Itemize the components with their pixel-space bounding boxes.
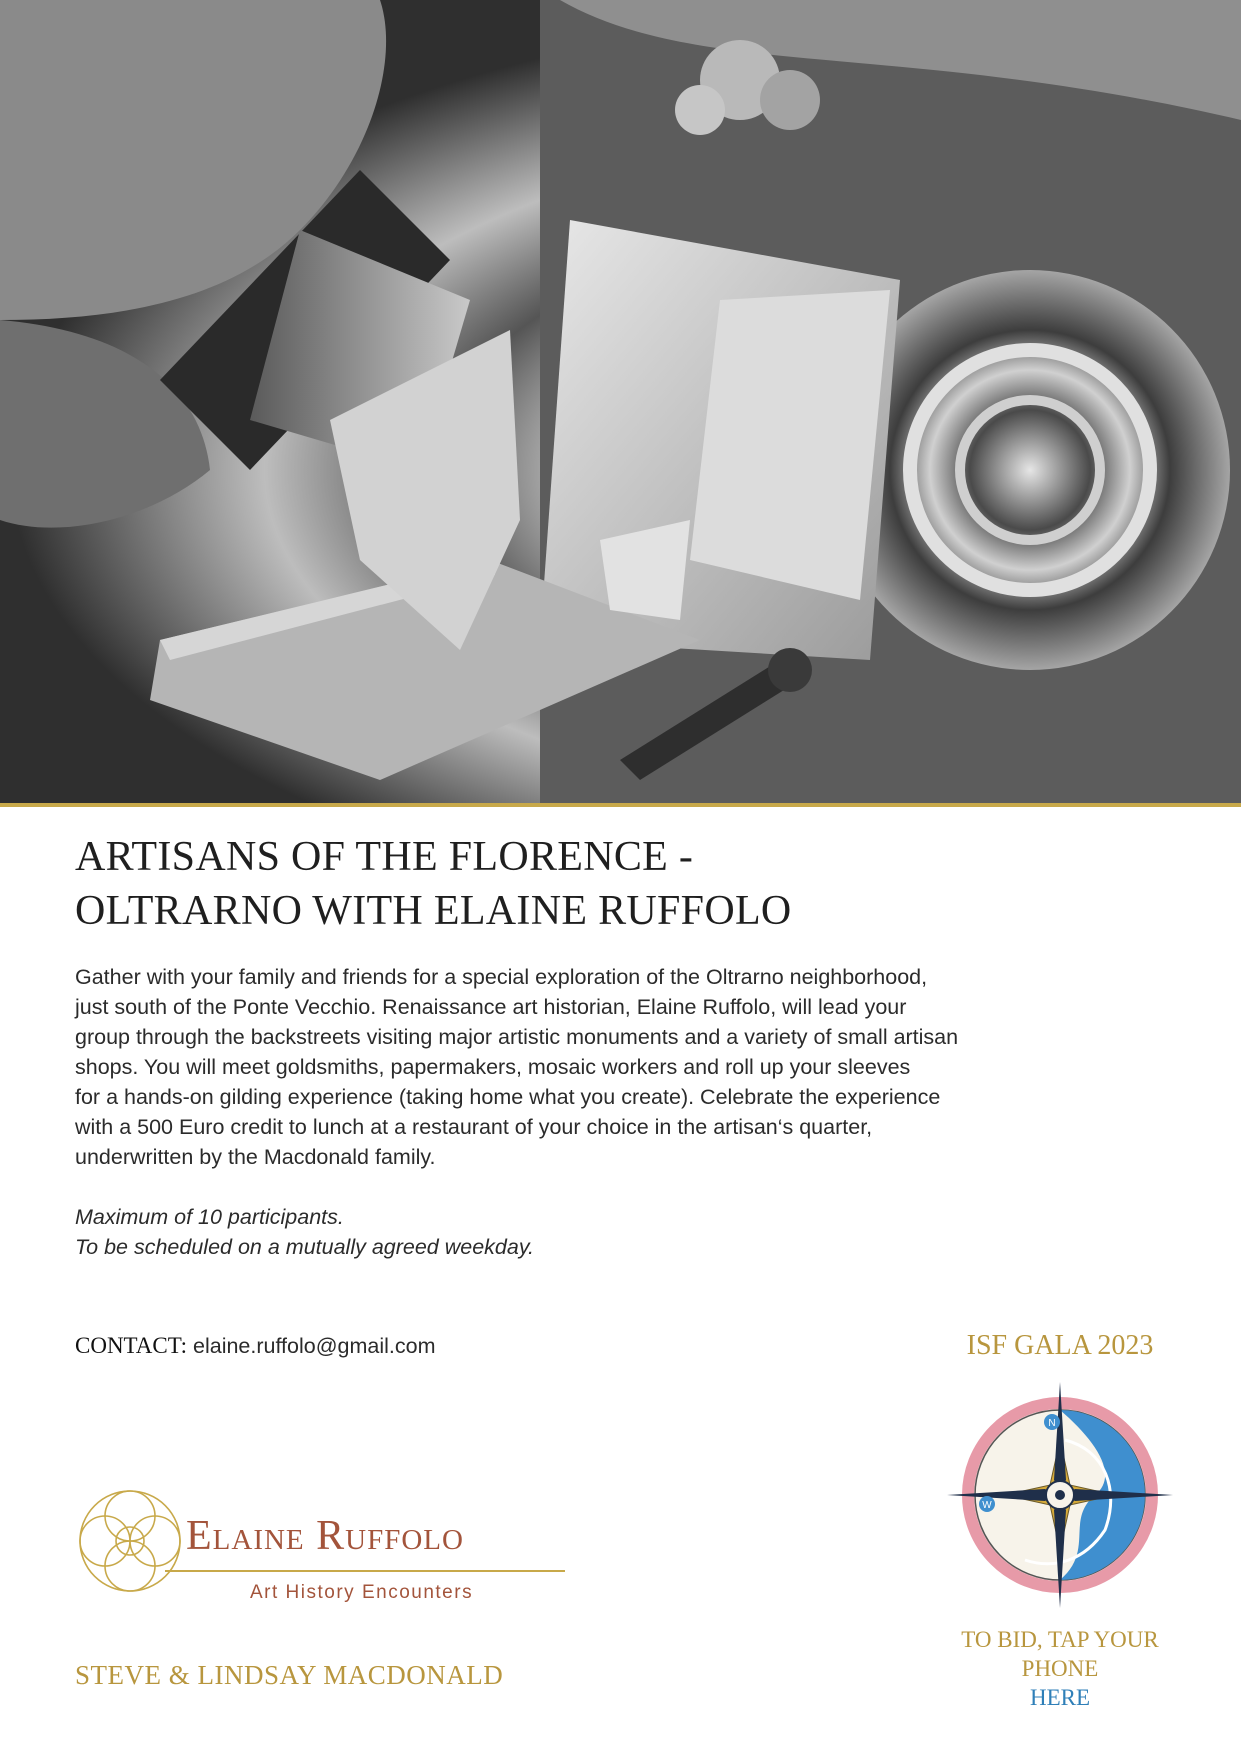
description — [75, 962, 1145, 1172]
participation-notes — [75, 1202, 534, 1262]
max-participants-note: Maximum of 10 participants. — [75, 1205, 344, 1229]
bid-instructions — [940, 1625, 1180, 1712]
brand-divider — [165, 1570, 565, 1572]
contact-line — [75, 1333, 436, 1359]
gilding-photo-illustration — [0, 0, 1241, 803]
brand-tagline: Art History Encounters — [250, 1582, 474, 1603]
gala-title: ISF GALA 2023 — [966, 1330, 1154, 1361]
page-title — [75, 830, 1175, 938]
hero-divider — [0, 803, 1241, 807]
title-line-1: ARTISANS OF THE FLORENCE - — [75, 834, 694, 880]
description-line: underwritten by the Macdonald family. — [75, 1145, 436, 1169]
compass-rose-logo — [945, 1380, 1175, 1610]
sponsor-name: STEVE & LINDSAY MACDONALD — [75, 1660, 504, 1690]
contact-email-link[interactable]: elaine.ruffolo@gmail.com — [193, 1334, 436, 1358]
bid-line-2-prefix: PHONE — [1021, 1656, 1099, 1681]
bid-line-2 — [940, 1654, 1180, 1712]
contact-label: CONTACT: — [75, 1333, 188, 1358]
description-line: for a hands-on gilding experience (taking home what you create). Celebrate the experience — [75, 1085, 941, 1109]
description-line: shops. You will meet goldsmiths, papermakers, mosaic workers and roll up your sleeves — [75, 1055, 911, 1079]
title-line-2: OLTRARNO WITH ELAINE RUFFOLO — [75, 888, 792, 934]
hero-photo — [0, 0, 1241, 803]
description-line: just south of the Ponte Vecchio. Renaissance art historian, Elaine Ruffolo, will lead your — [75, 995, 907, 1019]
brand-knot-logo-icon — [75, 1486, 185, 1596]
bid-here-link[interactable]: HERE — [1029, 1685, 1091, 1710]
compass-west-letter: W — [982, 1500, 992, 1511]
bid-line-1: TO BID, TAP YOUR — [961, 1627, 1159, 1652]
brand-name: Elaine Ruffolo — [186, 1513, 464, 1559]
scheduling-note: To be scheduled on a mutually agreed weekday. — [75, 1235, 534, 1259]
compass-north-letter: N — [1048, 1418, 1056, 1429]
description-line: group through the backstreets visiting major artistic monuments and a variety of small artisan — [75, 1025, 959, 1049]
description-line: with a 500 Euro credit to lunch at a restaurant of your choice in the artisan‘s quarter, — [75, 1115, 873, 1139]
description-line: Gather with your family and friends for a special exploration of the Oltrarno neighborhood, — [75, 965, 928, 989]
